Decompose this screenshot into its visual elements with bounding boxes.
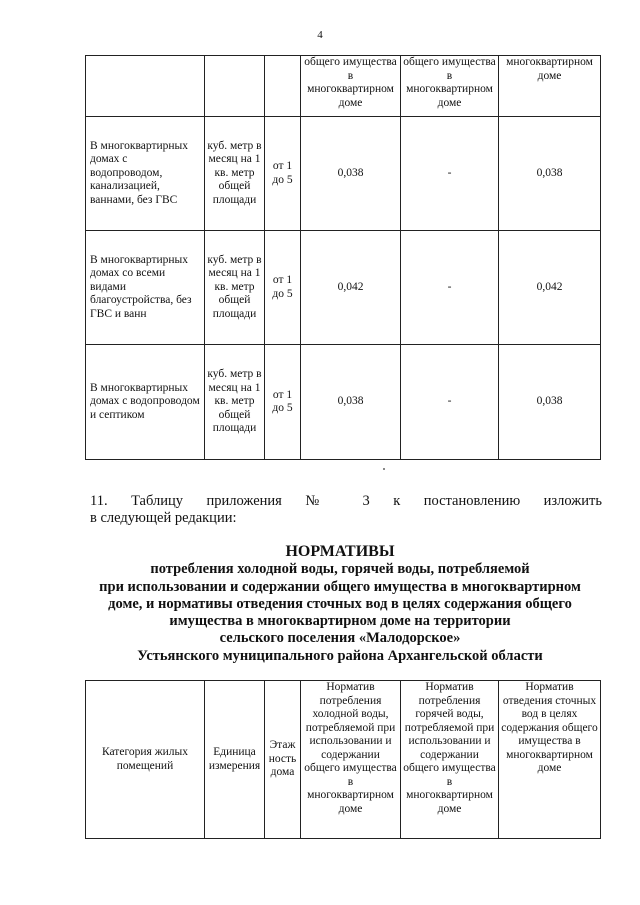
page-number: 4 <box>317 29 323 41</box>
header-cell-wastewater: многоквартирном доме <box>499 56 601 117</box>
category-cell: В многоквартирных домах с водопроводом и септиком <box>86 345 205 460</box>
header-cell-cold-water: общего имущества в многоквартирном доме <box>301 56 401 117</box>
document-heading <box>70 543 610 665</box>
header-cell-wastewater: Норматив отведения сточных вод в целях содержания общего имущества в многоквартирном доме <box>499 681 601 839</box>
heading-line: потребления холодной воды, горячей воды, потребляемой <box>150 561 530 578</box>
hot-water-value: - <box>401 117 499 231</box>
paragraph-line-2: в следующей редакции: <box>90 510 237 526</box>
wastewater-value: 0,038 <box>499 117 601 231</box>
cold-water-value: 0,038 <box>301 117 401 231</box>
cold-water-value: 0,042 <box>301 231 401 345</box>
cold-water-value: 0,038 <box>301 345 401 460</box>
category-cell: В многоквартирных домах со всеми видами благоустройства, без ГВС и ванн <box>86 231 205 345</box>
table-row <box>86 345 601 460</box>
heading-line: при использовании и содержании общего имущества в многоквартирном <box>99 578 581 595</box>
heading-line: Устьянского муниципального района Архангельской области <box>137 647 543 664</box>
heading-title: НОРМАТИВЫ <box>285 543 395 560</box>
wastewater-value: 0,038 <box>499 345 601 460</box>
table-header-row <box>86 56 601 117</box>
paragraph-line-1: 11. Таблицу приложения № 3 к постановлению изложить <box>90 493 602 509</box>
header-cell-category <box>86 56 205 117</box>
header-cell-category: Категория жилых помещений <box>86 681 205 839</box>
header-cell-floors <box>265 56 301 117</box>
header-cell-cold-water: Норматив потребления холодной воды, потребляемой при использовании и содержании общего имущества в многоквартирном доме <box>301 681 401 839</box>
heading-line: имущества в многоквартирном доме на территории <box>169 613 511 630</box>
table-row <box>86 231 601 345</box>
header-cell-hot-water: общего имущества в многоквартирном доме <box>401 56 499 117</box>
wastewater-value: 0,042 <box>499 231 601 345</box>
scan-speck <box>383 468 385 470</box>
unit-cell: куб. метр в месяц на 1 кв. метр общей площади <box>205 231 265 345</box>
heading-line: сельского поселения «Малодорское» <box>219 630 461 647</box>
unit-cell: куб. метр в месяц на 1 кв. метр общей площади <box>205 345 265 460</box>
norms-table-continued <box>85 55 601 460</box>
header-cell-hot-water: Норматив потребления горячей воды, потребляемой при использовании и содержании общего имущества в многоквартирном доме <box>401 681 499 839</box>
unit-cell: куб. метр в месяц на 1 кв. метр общей площади <box>205 117 265 231</box>
hot-water-value: - <box>401 345 499 460</box>
table-row <box>86 117 601 231</box>
category-cell: В многоквартирных домах с водопроводом, канализацией, ваннами, без ГВС <box>86 117 205 231</box>
floors-cell: от 1 до 5 <box>265 117 301 231</box>
hot-water-value: - <box>401 231 499 345</box>
header-cell-unit: Единица измерения <box>205 681 265 839</box>
norms-table-header <box>85 680 601 839</box>
floors-cell: от 1 до 5 <box>265 345 301 460</box>
table-header-row <box>86 681 601 839</box>
header-cell-unit <box>205 56 265 117</box>
header-cell-floors: Этаж ность дома <box>265 681 301 839</box>
floors-cell: от 1 до 5 <box>265 231 301 345</box>
heading-line: доме, и нормативы отведения сточных вод в целях содержания общего <box>108 595 572 612</box>
